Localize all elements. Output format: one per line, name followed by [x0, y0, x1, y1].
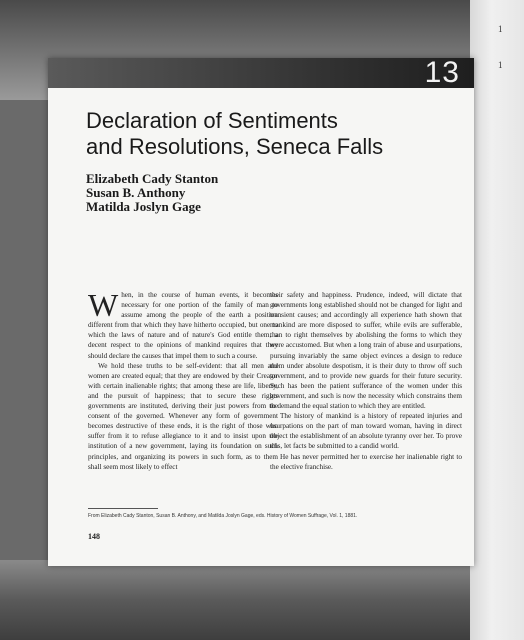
scan-shadow-bottom: [0, 560, 524, 640]
author-name: Matilda Joslyn Gage: [86, 199, 201, 214]
chapter-number: 13: [424, 56, 460, 89]
drop-cap: W: [88, 287, 119, 323]
margin-mark: 1: [498, 60, 503, 70]
author-name: Susan B. Anthony: [86, 185, 186, 200]
paragraph: We hold these truths to be self-evident: that all men and women are created equal; that they are endowed by their Creator with certain inalienable rights; that among these are life, liberty, and the pursuit of happiness; that to secure these rights governments are instituted, deriving their just powers from the consent of the governed. Whenever any form of government becomes destructive of these ends, it is the right of those who suffer from it to refuse allegiance to it and to insist upon the institution of a new government, laying its foundation on such principles, and organizing its powers in such form, as to them shall seem most likely to effect: [88, 361, 278, 471]
paragraph: [88, 287, 278, 361]
paragraph: The history of mankind is a history of repeated injuries and usurpations on the part of man toward woman, having in direct object the establishment of an absolute tyranny over her. To prove this, let facts be submitted to a candid world.: [270, 412, 462, 451]
paragraph: He has never permitted her to exercise her inalienable right to the elective franchise.: [270, 452, 462, 471]
author-list: [86, 172, 386, 214]
margin-mark: 1: [498, 24, 503, 34]
chapter-band: [48, 58, 474, 88]
title-line-2: and Resolutions, Seneca Falls: [86, 134, 384, 159]
footnote-rule: [88, 508, 158, 509]
paragraph-text: hen, in the course of human events, it becomes necessary for one portion of the family of man to assume among the people of the earth a position different from that which they have hitherto occupied, but one to which the laws of nature and of nature's God entitle them, a decent respect to the opinions of mankind requires that they should declare the causes that impel them to such a course.: [88, 291, 278, 360]
book-page: [48, 58, 474, 566]
paragraph: their safety and happiness. Prudence, indeed, will dictate that governments long established should not be changed for light and transient causes; and accordingly all experience hath shown that mankind are more disposed to suffer, while evils are sufferable, than to right themselves by abolishing the forms to which they were accustomed. But when a long train of abuse and usurpations, pursuing invariably the same object evinces a design to reduce them under absolute despotism, it is their duty to throw off such government, and to provide new guards for their future security. Such has been the patient sufferance of the women under this government, and such is now the necessity which constrains them to demand the equal station to which they are entitled.: [270, 291, 462, 411]
scan-margin-right: [470, 0, 524, 640]
text-column-left: [88, 287, 278, 472]
page-number: 148: [88, 532, 100, 541]
page-title: [86, 108, 466, 160]
footnote: From Elizabeth Cady Stanton, Susan B. Anthony, and Matilda Joslyn Gage, eds. History of Women Suffrage, Vol. 1, 1881.: [88, 513, 358, 519]
text-column-right: [270, 290, 462, 472]
author-name: Elizabeth Cady Stanton: [86, 171, 219, 186]
title-line-1: Declaration of Sentiments: [86, 108, 338, 133]
